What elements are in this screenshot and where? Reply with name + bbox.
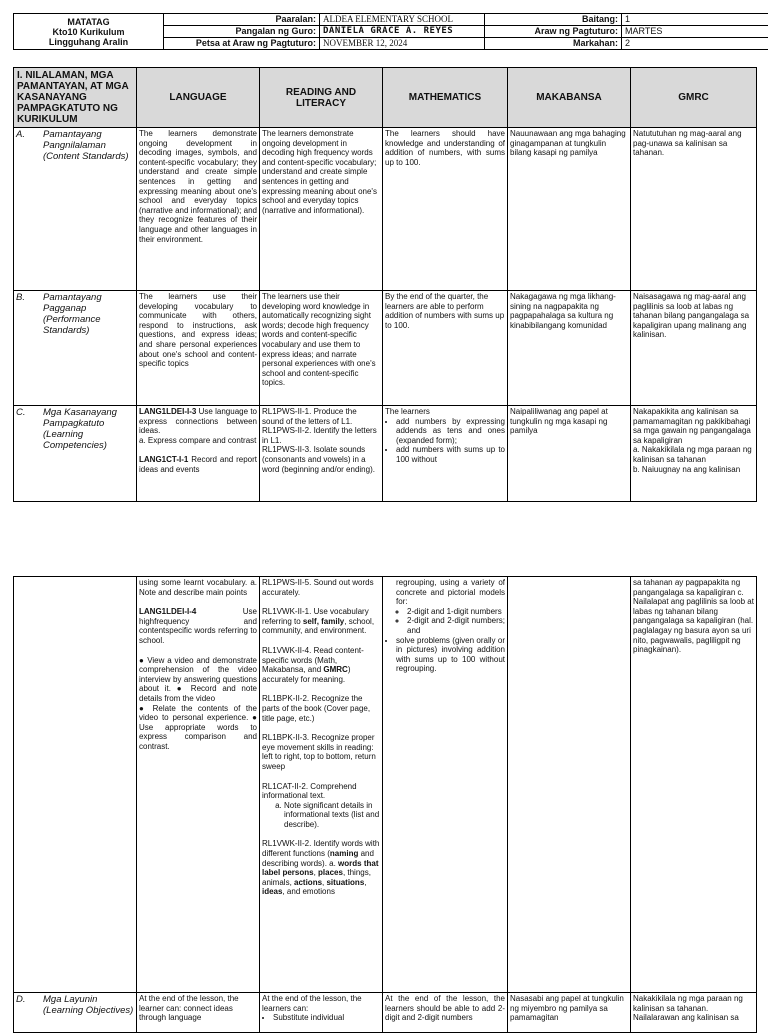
language-text: using some learnt vocabulary. a. Note and describe main points [139, 578, 257, 597]
paaralan-label: Paaralan: [164, 14, 320, 26]
curriculum-table [13, 67, 757, 502]
cell-reading-c [260, 406, 383, 502]
cell-gmrc-c-cont: sa tahanan ay pagpapakita ng pangangalaga sa kapaligiran c. Nailalapat ang paglilinis sa loob at labas ng tahanan bilang pangangalaga sa kapaligiran (hal. paglalagay ng basura ayon sa uri nito, pagwawalis, pagliligpit ng pinagkainan). [631, 577, 757, 993]
cell-gmrc-a: Natututuhan ng mag-aaral ang pag-unawa sa kalinisan sa tahanan. [631, 128, 757, 291]
markahan-value: 2 [622, 38, 768, 50]
competency-code: LANG1LDEI-I-3 [139, 407, 196, 416]
text-run: , [322, 878, 326, 887]
row-title: Mga Layunin (Learning Objectives) [16, 994, 134, 1016]
list-item: ◦ 2-digit and 1-digit numbers [407, 607, 505, 617]
text-run: naming [330, 849, 358, 858]
text-run: ) accurately for meaning. [262, 665, 351, 684]
reading-competency: RL1BPK-II-3. Recognize proper eye movement skills in reading: left to right, top to bottom, return sweep [262, 733, 380, 771]
list-item: a. Note significant details in informational texts (list and describe). [284, 801, 380, 830]
reading-competency: RL1PWS-II-5. Sound out words accurately. [262, 578, 380, 597]
table-row [14, 291, 757, 406]
guro-value: DANIELA GRACE A. REYES [320, 26, 485, 38]
text-run: actions [294, 878, 322, 887]
text-run: RL1VWK-II-1. Use vocabulary referring to [262, 607, 369, 626]
org-line-3: Lingguhang Aralin [14, 37, 163, 47]
cell-makabansa-c-cont [508, 577, 631, 993]
language-text: ● Relate the contents of the video to personal experience. ● Use appropriate words to express comparison and contrast. [139, 704, 257, 752]
text-run: , school, community, and environment. [262, 617, 374, 636]
text-run: RL1VWK-II-4. Read content-specific words (Math, Makabansa, and [262, 646, 364, 674]
col-reading-literacy: READING AND LITERACY [260, 68, 383, 128]
text-run: words that label persons [262, 859, 378, 878]
row-label-performance-standards [14, 291, 137, 406]
cell-language-b: The learners use their developing vocabulary to communicate with others, respond to instructions, ask questions, and express ideas; and share personal experiences about one's school and content-specific topics [137, 291, 260, 406]
cell-reading-b: The learners use their developing word knowledge in automatically recognizing sight words; decode high frequency words and content-specific vocabulary and use them to express ideas; and narrate personal experiences with one's school and content-specific topics. [260, 291, 383, 406]
paaralan-value: ALDEA ELEMENTARY SCHOOL [320, 14, 485, 26]
curriculum-table-continued [13, 576, 757, 1033]
text-run: , and emotions [282, 887, 334, 896]
markahan-label: Markahan: [485, 38, 622, 50]
text-run: ideas [262, 887, 282, 896]
text-run: and describing words). a. [262, 849, 374, 868]
baitang-value: 1 [622, 14, 768, 26]
cell-gmrc-c [631, 406, 757, 502]
baitang-label: Baitang: [485, 14, 622, 26]
text-run: places [318, 868, 343, 877]
cell-gmrc-b: Naisasagawa ng mag-aaral ang paglilinis sa loob at labas ng tahanan bilang pangangalaga sa kapaligiran upang malinang ang kalinisan. [631, 291, 757, 406]
list-item: ◦ 2-digit and 2-digit numbers; and [407, 616, 505, 635]
reading-competency: RL1PWS-II-2. Identify the letters in L1. [262, 426, 380, 445]
gmrc-text: a. Nakakikilala ng mga paraan ng kalinisan sa tahanan [633, 445, 754, 464]
cell-language-c [137, 406, 260, 502]
row-label-learning-objectives [14, 993, 137, 1033]
cell-math-c [383, 406, 508, 502]
cell-makabansa-d: Nasasabi ang papel at tungkulin ng miyembro ng pamilya sa pamamagitan [508, 993, 631, 1033]
cell-gmrc-d: Nakakikilala ng mga paraan ng kalinisan sa tahanan. Nailalarawan ang kalinisan sa [631, 993, 757, 1033]
row-title: Pamantayang Pagganap (Performance Standards) [16, 292, 134, 336]
cell-language-a: The learners demonstrate ongoing development in decoding images, symbols, and content-specific vocabulary; they understand and create simple sentences in getting and expressing meaning about one’s school and everyday topics (narrative and informational); and they recognize features of their language and other languages in their environment. [137, 128, 260, 291]
competency-code: LANG1CT-I-1 [139, 455, 188, 464]
row-label-empty [14, 577, 137, 993]
cell-reading-a: The learners demonstrate ongoing development in decoding high frequency words and content-specific vocabulary; understand and create simple sentences in getting and expressing meaning about one's school and everyday topics (narrative and informational). [260, 128, 383, 291]
cell-reading-d [260, 993, 383, 1033]
row-letter: C. [16, 407, 32, 418]
cell-makabansa-a: Nauunawaan ang mga bahaging ginagampanan at tungkulin bilang kasapi ng pamilya [508, 128, 631, 291]
lesson-header-table [13, 13, 768, 50]
org-line-2: Kto10 Kurikulum [14, 27, 163, 37]
reading-competency: RL1BPK-II-2. Recognize the parts of the book (Cover page, title page, etc.) [262, 694, 380, 723]
cell-makabansa-c: Naipaliliwanag ang papel at tungkulin ng mga kasapi ng pamilya [508, 406, 631, 502]
text-run: , [364, 878, 366, 887]
reading-competency: RL1PWS-II-1. Produce the sound of the letters of L1. [262, 407, 380, 426]
cell-language-d: At the end of the lesson, the learner can: connect ideas through language [137, 993, 260, 1033]
petsa-label: Petsa at Araw ng Pagtuturo: [164, 38, 320, 50]
competency-text: Record and report ideas and events [139, 455, 257, 474]
cell-math-c-cont [383, 577, 508, 993]
row-title: Mga Kasanayang Pampagkatuto (Learning Competencies) [16, 407, 134, 451]
row-letter: B. [16, 292, 32, 303]
guro-label: Pangalan ng Guro: [164, 26, 320, 38]
col-language: LANGUAGE [137, 68, 260, 128]
competency-text: Use language to express connections between ideas. [139, 407, 257, 435]
petsa-value: NOVEMBER 12, 2024 [320, 38, 485, 50]
list-item: • solve problems (given orally or in pictures) involving addition with sums up to 100 without regrouping. [396, 636, 505, 674]
table-row [14, 993, 757, 1033]
row-label-learning-competencies [14, 406, 137, 502]
competency-code: LANG1LDEI-I-4 [139, 607, 196, 616]
col-gmrc: GMRC [631, 68, 757, 128]
cell-language-c-cont [137, 577, 260, 993]
text-run: GMRC [323, 665, 347, 674]
table-row [14, 128, 757, 291]
language-text: ● View a video and demonstrate comprehension of the video interview by answering questions about it. ● Record and note details from the video [139, 656, 257, 704]
araw-label: Araw ng Pagtuturo: [485, 26, 622, 38]
org-line-1: MATATAG [14, 17, 163, 27]
list-item: • add numbers by expressing addends as tens and ones (expanded form); [396, 417, 505, 446]
row-title: Pamantayang Pangnilalaman (Content Standards) [16, 129, 134, 162]
math-text: regrouping, using a variety of concrete and pictorial models for: [385, 578, 505, 607]
cell-reading-c-cont [260, 577, 383, 993]
math-intro: The learners [385, 407, 505, 417]
text-run: self, family [303, 617, 344, 626]
text-run: RL1VWK-II-2. Identify words with different functions ( [262, 839, 379, 858]
competency-text: Use highfrequency and contentspecific words referring to school. [139, 607, 257, 645]
reading-competency: RL1PWS-II-3. Isolate sounds (consonants and vowels) in a word (beginning and/or ending). [262, 445, 380, 474]
reading-objective: At the end of the lesson, the learners can: [262, 994, 380, 1013]
row-letter: D. [16, 994, 32, 1005]
col-mathematics: MATHEMATICS [383, 68, 508, 128]
competency-sub: a. Express compare and contrast [139, 436, 257, 446]
text-run: , [314, 868, 318, 877]
reading-competency: RL1CAT-II-2. Comprehend informational text. [262, 782, 380, 801]
list-item: • Substitute individual [273, 1013, 380, 1023]
text-run: situations [326, 878, 364, 887]
cell-math-d: At the end of the lesson, the learners should be able to add 2-digit and 2-digit numbers [383, 993, 508, 1033]
section-header: I. NILALAMAN, MGA PAMANTAYAN, AT MGA KASANAYANG PAMPAGKATUTO NG KURIKULUM [14, 68, 137, 128]
gmrc-text: b. Naiuugnay na ang kalinisan [633, 465, 754, 475]
gmrc-text: Nakapakikita ang kalinisan sa pamamamagitan ng pakikibahagi sa mga gawain ng pangangalaga sa kapaligiran [633, 407, 754, 445]
list-item: • add numbers with sums up to 100 without [396, 445, 505, 464]
araw-value: MARTES [622, 26, 768, 38]
row-letter: A. [16, 129, 32, 140]
table-row [14, 577, 757, 993]
cell-math-b: By the end of the quarter, the learners are able to perform addition of numbers with sums up to 100. [383, 291, 508, 406]
text-run: , things, animals, [262, 868, 371, 887]
cell-makabansa-b: Nakagagawa ng mga likhang-sining na nagpapakita ng pagpapahalaga sa kultura ng kinabibilangang komunidad [508, 291, 631, 406]
curriculum-title [14, 14, 164, 50]
col-makabansa: MAKABANSA [508, 68, 631, 128]
cell-math-a: The learners should have knowledge and understanding of addition of numbers, with sums up to 100. [383, 128, 508, 291]
row-label-content-standards [14, 128, 137, 291]
table-row [14, 406, 757, 502]
